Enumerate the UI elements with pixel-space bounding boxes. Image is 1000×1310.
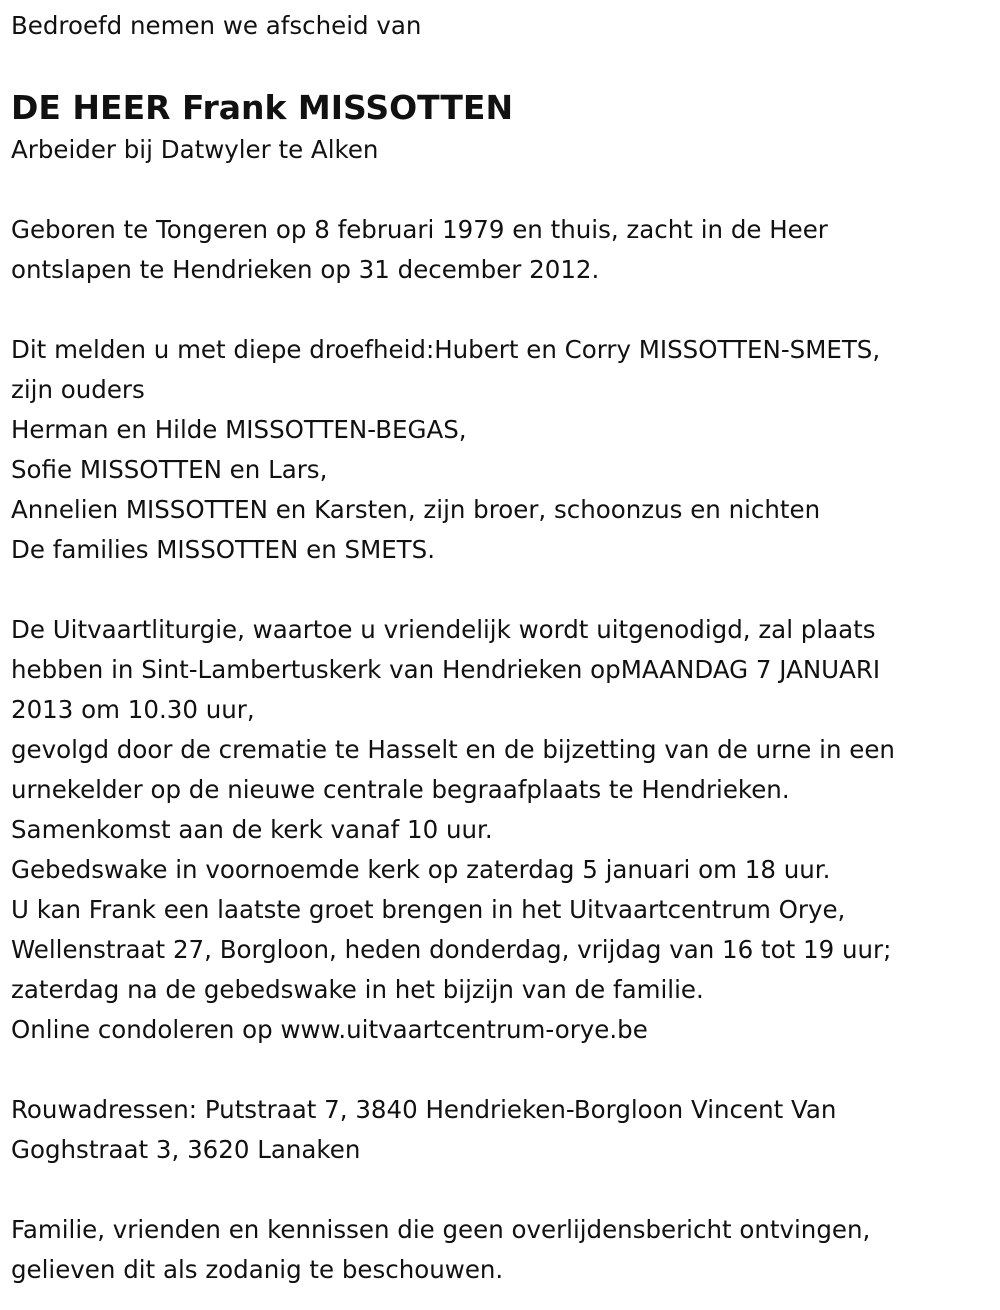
paragraph-line: Dit melden u met diepe droefheid:Hubert en Corry MISSOTTEN-SMETS, [11,335,881,364]
addresses-paragraph [11,1090,990,1170]
paragraph-line: Rouwadressen: Putstraat 7, 3840 Hendrieken-Borgloon Vincent Van [11,1095,837,1124]
paragraph-line: Goghstraat 3, 3620 Lanaken [11,1135,361,1164]
mourners-paragraph [11,330,990,570]
paragraph-line: Online condoleren op www.uitvaartcentrum-orye.be [11,1015,648,1044]
ceremony-paragraph [11,610,990,1050]
paragraph-line: Samenkomst aan de kerk vanaf 10 uur. [11,815,493,844]
birth-death-paragraph [11,210,990,290]
intro-text: Bedroefd nemen we afscheid van [11,11,422,40]
spacer [11,170,990,210]
paragraph-line: 2013 om 10.30 uur, [11,695,255,724]
deceased-name: DE HEER Frank MISSOTTEN [11,88,514,127]
paragraph-line: Gebedswake in voornoemde kerk op zaterdag 5 januari om 18 uur. [11,855,831,884]
deceased-occupation: Arbeider bij Datwyler te Alken [11,135,379,164]
paragraph-line: urnekelder op de nieuwe centrale begraafplaats te Hendrieken. [11,775,790,804]
spacer [11,1170,990,1210]
spacer [11,290,990,330]
spacer [11,1050,990,1090]
paragraph-line: Geboren te Tongeren op 8 februari 1979 en thuis, zacht in de Heer [11,215,828,244]
paragraph-line: gevolgd door de crematie te Hasselt en de bijzetting van de urne in een [11,735,895,764]
paragraph-line: gelieven dit als zodanig te beschouwen. [11,1255,504,1284]
paragraph-line: zijn ouders [11,375,145,404]
paragraph-line: hebben in Sint-Lambertuskerk van Hendrieken opMAANDAG 7 JANUARI [11,655,881,684]
paragraph-line: De Uitvaartliturgie, waartoe u vriendelijk wordt uitgenodigd, zal plaats [11,615,876,644]
paragraph-line: Wellenstraat 27, Borgloon, heden donderdag, vrijdag van 16 tot 19 uur; [11,935,892,964]
paragraph-line: zaterdag na de gebedswake in het bijzijn van de familie. [11,975,704,1004]
paragraph-line: Sofie MISSOTTEN en Lars, [11,455,328,484]
paragraph-line: De families MISSOTTEN en SMETS. [11,535,435,564]
spacer [11,570,990,610]
paragraph-line: Herman en Hilde MISSOTTEN-BEGAS, [11,415,467,444]
paragraph-line: ontslapen te Hendrieken op 31 december 2012. [11,255,600,284]
paragraph-line: U kan Frank een laatste groet brengen in het Uitvaartcentrum Orye, [11,895,846,924]
paragraph-line: Familie, vrienden en kennissen die geen overlijdensbericht ontvingen, [11,1215,871,1244]
paragraph-line: Annelien MISSOTTEN en Karsten, zijn broer, schoonzus en nichten [11,495,821,524]
closing-paragraph [11,1210,990,1290]
